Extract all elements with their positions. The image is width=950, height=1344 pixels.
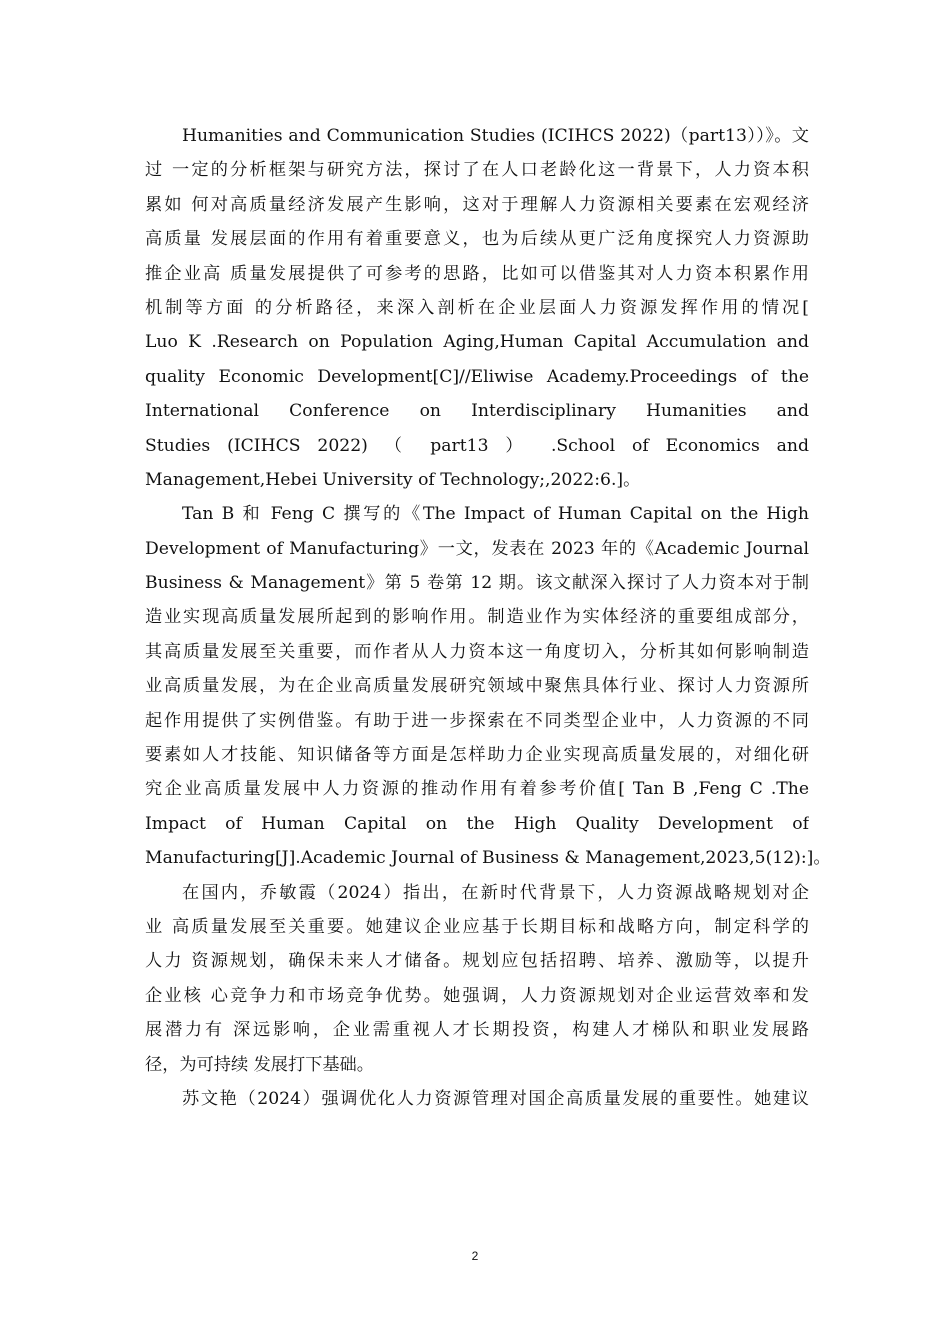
text-line: Luo K .Research on Population Aging,Human Capital Accumulation and <box>145 332 809 353</box>
text-line: Management,Hebei University of Technology;,2022:6.]。 <box>145 469 641 490</box>
text-line: 要素如人才技能、知识储备等方面是怎样助力企业实现高质量发展的，对细化研 <box>145 745 809 766</box>
text-line: 径，为可持续 发展打下基础。 <box>145 1054 374 1075</box>
text-line: 苏文艳（2024）强调优化人力资源管理对国企高质量发展的重要性。她建议 <box>182 1088 809 1109</box>
paragraph-aging-human-capital <box>145 119 809 497</box>
text-line: 人力 资源规划，确保未来人才储备。规划应包括招聘、培养、激励等，以提升 <box>145 951 809 972</box>
text-line: Humanities and Communication Studies (ICIHCS 2022)（part13））》。文 <box>182 126 809 146</box>
text-line: 其高质量发展至关重要，而作者从人力资本这一角度切入，分析其如何影响制造 <box>145 641 809 662</box>
page-number: 2 <box>471 1249 479 1263</box>
text-line: 企业核 心竞争力和市场竞争优势。她强调，人力资源规划对企业运营效率和发 <box>145 985 809 1006</box>
text-line: Manufacturing[J].Academic Journal of Business & Management,2023,5(12):]。 <box>145 848 831 869</box>
text-line: 过 一定的分析框架与研究方法，探讨了在人口老龄化这一背景下，人力资本积 <box>145 160 809 181</box>
text-line: Development of Manufacturing》一文，发表在 2023 年的《Academic Journal <box>145 538 809 559</box>
text-line: 机制等方面 的分析路径，来深入剖析在企业层面人力资源发挥作用的情况[ <box>145 297 809 318</box>
text-line: quality Economic Development[C]//Eliwise Academy.Proceedings of the <box>145 366 809 387</box>
text-line: Impact of Human Capital on the High Quality Development of <box>145 813 809 834</box>
text-line: 在国内，乔敏霞（2024）指出，在新时代背景下，人力资源战略规划对企 <box>182 882 809 903</box>
text-line: 起作用提供了实例借鉴。有助于进一步探索在不同类型企业中，人力资源的不同 <box>145 710 809 731</box>
text-line: Tan B 和 Feng C 撰写的《The Impact of Human Capital on the High <box>182 504 809 525</box>
text-line: Business & Management》第 5 卷第 12 期。该文献深入探讨了人力资本对于制 <box>145 573 809 594</box>
text-line: Studies (ICIHCS 2022) （ part13 ） .School of Economics and <box>145 435 809 456</box>
text-line: 究企业高质量发展中人力资源的推动作用有着参考价值[ Tan B ,Feng C .The <box>145 779 809 800</box>
paragraph-hr-strategic-planning <box>145 876 809 1082</box>
body-text <box>145 119 831 1116</box>
text-line: 业 高质量发展至关重要。她建议企业应基于长期目标和战略方向，制定科学的 <box>145 916 809 937</box>
text-line: International Conference on Interdisciplinary Humanities and <box>145 401 809 422</box>
paragraph-manufacturing-human-capital <box>145 497 831 875</box>
text-line: 展潜力有 深远影响，企业需重视人才长期投资，构建人才梯队和职业发展路 <box>145 1020 809 1041</box>
text-line: 业高质量发展，为在企业高质量发展研究领域中聚焦具体行业、探讨人力资源所 <box>145 676 809 697</box>
text-line: 高质量 发展层面的作用有着重要意义，也为后续从更广泛角度探究人力资源助 <box>145 229 809 250</box>
text-line: 推企业高 质量发展提供了可参考的思路，比如可以借鉴其对人力资本积累作用 <box>145 263 809 284</box>
text-line: 累如 何对高质量经济发展产生影响，这对于理解人力资源相关要素在宏观经济 <box>145 194 809 215</box>
paragraph-soe-hr-management <box>145 1082 809 1116</box>
text-line: 造业实现高质量发展所起到的影响作用。制造业作为实体经济的重要组成部分， <box>145 607 809 628</box>
